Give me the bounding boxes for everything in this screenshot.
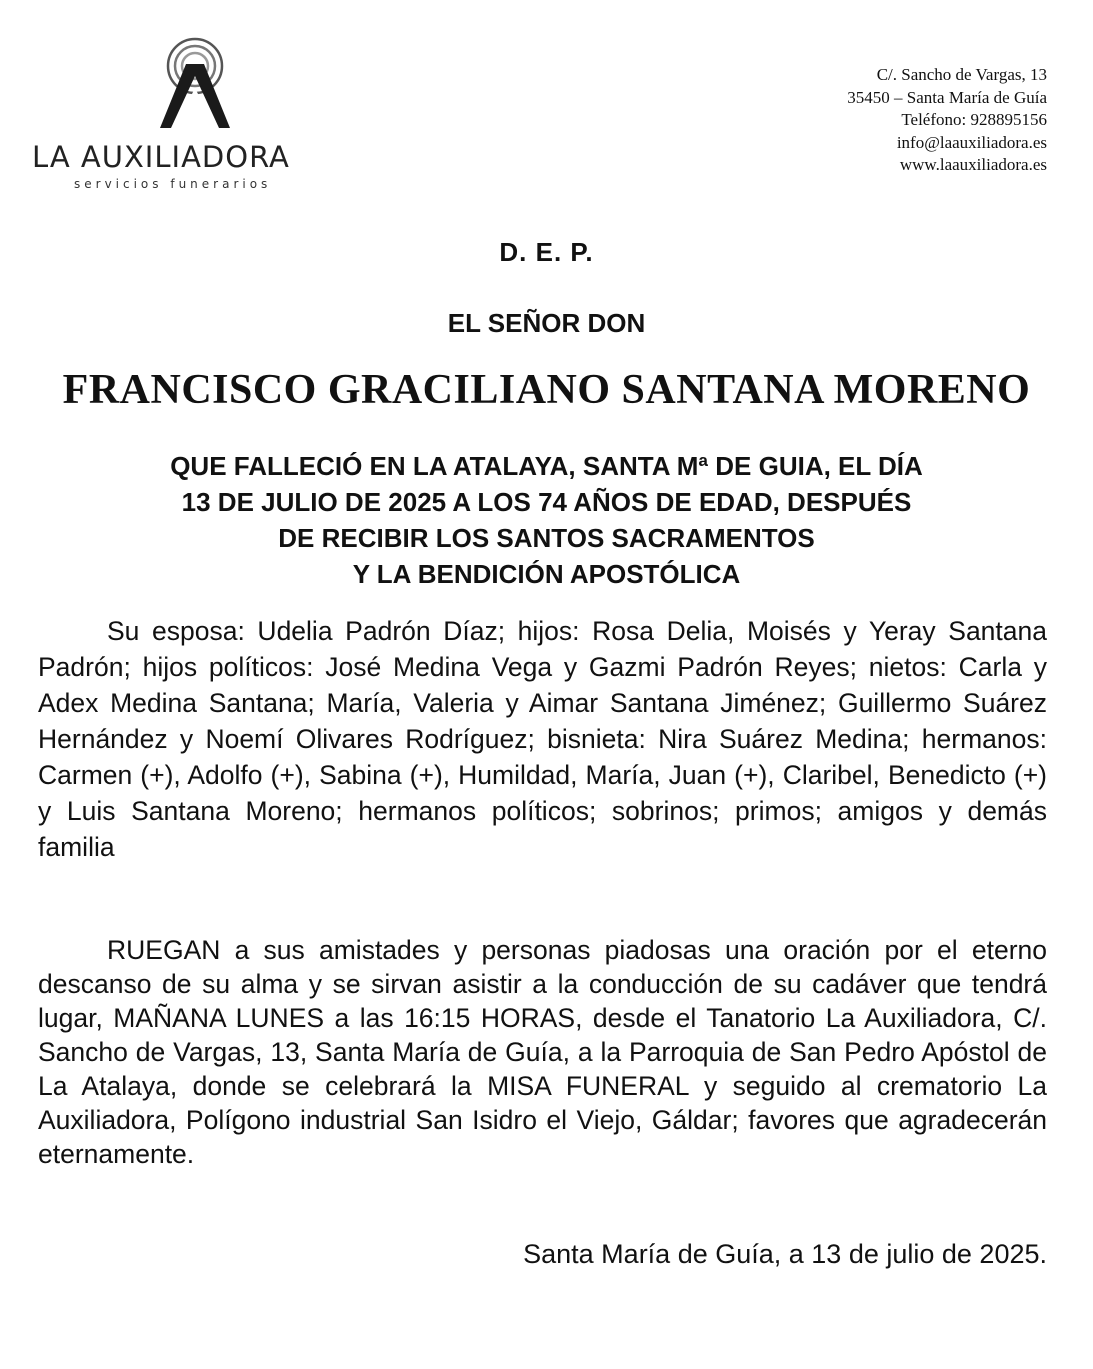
death-line: 13 DE JULIO DE 2025 A LOS 74 AÑOS DE EDAD, DESPUÉS [181,487,912,517]
logo-name: LA AUXILIADORA [32,140,290,174]
email-address[interactable]: info@laauxiliadora.es [896,132,1047,152]
address-line-2: 35450 – Santa María de Guía [847,87,1047,107]
death-announcement [0,448,1093,592]
contact-block [847,64,1047,177]
address-line-1: C/. Sancho de Vargas, 13 [876,65,1047,84]
closing-date-line: Santa María de Guía, a 13 de julio de 2025. [523,1239,1047,1269]
death-line: QUE FALLECIÓ EN LA ATALAYA, SANTA Mª DE GUIA, EL DÍA [170,451,923,481]
website-link[interactable]: www.laauxiliadora.es [899,155,1047,174]
header [0,0,1093,210]
logo-subtitle: servicios funerarios [74,177,272,191]
phone-number: Teléfono: 928895156 [901,110,1047,129]
family-paragraph: Su esposa: Udelia Padrón Díaz; hijos: Rosa Delia, Moisés y Yeray Santana Padrón; hijos políticos: José Medina Vega y Gazmi Padrón Reyes; nietos: Carla y Adex Medina Santana; María, Valeria y Aimar Santana Jiménez; Guillermo Suárez Hernández y Noemí Olivares Rodríguez; bisnieta: Nira Suárez Medina; hermanos: Carmen (+), Adolfo (+), Sabina (+), Humildad, María, Juan (+), Claribel, Benedicto (+) y Luis Santana Moreno; hermanos políticos; sobrinos; primos; amigos y demás familia [38,616,1047,862]
honorific-heading: EL SEÑOR DON [447,308,646,338]
death-line: DE RECIBIR LOS SANTOS SACRAMENTOS [278,523,815,553]
logo-emblem-icon [145,36,245,136]
deceased-name: FRANCISCO GRACILIANO SANTANA MORENO [62,367,1031,413]
company-logo [30,36,360,196]
request-paragraph: RUEGAN a sus amistades y personas piadosas una oración por el eterno descanso de su alma y se sirvan asistir a la conducción de su cadáver que tendrá lugar, MAÑANA LUNES a las 16:15 HORAS, desde el Tanatorio La Auxiliadora, C/. Sancho de Vargas, 13, Santa María de Guía, a la Parroquia de San Pedro Apóstol de La Atalaya, donde se celebrará la MISA FUNERAL y seguido al crematorio La Auxiliadora, Polígono industrial San Isidro el Viejo, Gáldar; favores que agradecerán eternamente. [38,935,1047,1169]
death-line: Y LA BENDICIÓN APOSTÓLICA [352,559,741,589]
dep-heading: D. E. P. [499,237,594,267]
